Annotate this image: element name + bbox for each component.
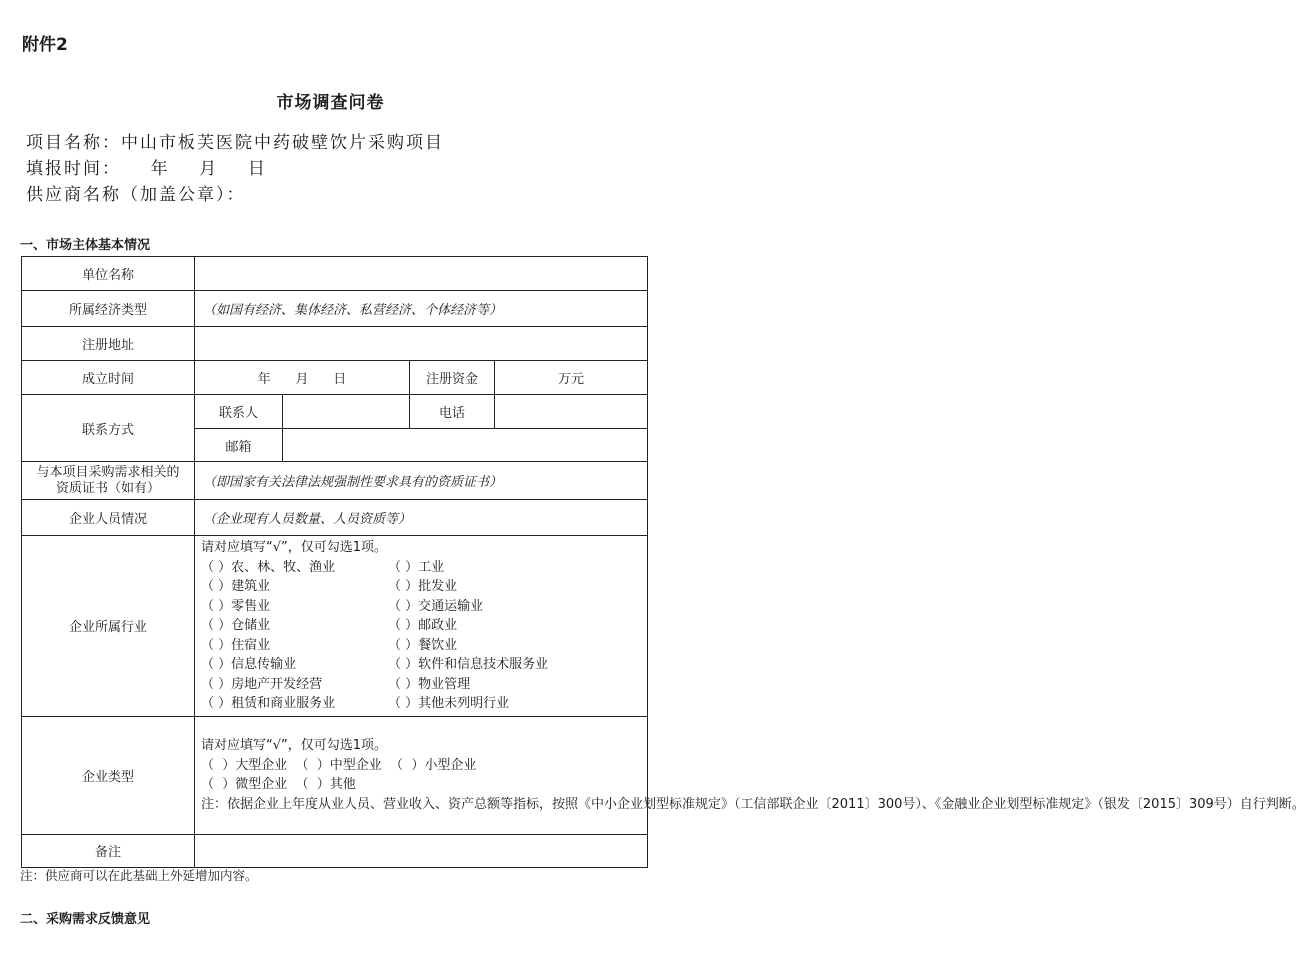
reg-address-field[interactable]: [195, 327, 648, 361]
industry-option[interactable]: （ ）交通运输业: [388, 598, 484, 614]
contact-person-label: 联系人: [195, 395, 283, 429]
econ-type-label: 所属经济类型: [22, 291, 195, 327]
qualification-field[interactable]: （即国家有关法律法规强制性要求具有的资质证书）: [195, 462, 648, 500]
ent-type-instruction: 请对应填写“√”，仅可勾选1项。: [201, 738, 388, 753]
unit-name-field[interactable]: [195, 257, 648, 291]
industry-option[interactable]: （ ）租赁和商业服务业: [201, 696, 336, 711]
basic-info-table: [21, 256, 1305, 868]
industry-option[interactable]: （ ）零售业: [201, 598, 271, 614]
supplier-name-line: 供应商名称（加盖公章）：: [26, 185, 246, 205]
attachment-label: 附件2: [22, 35, 68, 55]
industry-label: 企业所属行业: [22, 536, 195, 717]
phone-label: 电话: [410, 395, 495, 429]
qualification-label-line2: 资质证书（如有）: [55, 480, 160, 496]
email-field[interactable]: [283, 429, 648, 462]
footnote: 注：供应商可以在此基础上外延增加内容。: [20, 868, 258, 883]
industry-option[interactable]: （ ）批发业: [388, 579, 458, 594]
industry-option-row: [201, 636, 641, 656]
qualification-label-line1: 与本项目采购需求相关的: [36, 464, 180, 480]
ent-type-row[interactable]: （ ）微型企业 （ ）其他: [201, 777, 356, 792]
industry-option-row: [201, 694, 641, 714]
contact-person-field[interactable]: [283, 395, 410, 429]
industry-option[interactable]: （ ）建筑业: [201, 579, 271, 594]
ent-type-label: 企业类型: [22, 716, 195, 834]
industry-option[interactable]: （ ）物业管理: [388, 676, 471, 692]
remarks-field[interactable]: [195, 834, 648, 867]
ent-type-note: 注：依据企业上年度从业人员、营业收入、资产总额等指标，按照《中小企业划型标准规定》（工信部联企业〔2011〕300号）、《金融业企业划型标准规定》（银发〔2015〕309号）自行判断。: [201, 796, 1305, 812]
phone-field[interactable]: [495, 395, 648, 429]
industry-option-row: [201, 616, 641, 636]
remarks-label: 备注: [22, 834, 195, 867]
qualification-label: [22, 462, 195, 500]
industry-option-row: [201, 577, 641, 597]
unit-name-label: 单位名称: [22, 257, 195, 291]
ent-type-row[interactable]: （ ）大型企业 （ ）中型企业 （ ）小型企业: [201, 757, 477, 773]
email-label: 邮箱: [195, 429, 283, 462]
ent-type-options: [195, 716, 1305, 834]
industry-option[interactable]: （ ）其他未列明行业: [388, 696, 510, 711]
section1-heading: 一、市场主体基本情况: [20, 238, 151, 253]
fill-date-line: 填报时间： 年 月 日: [26, 159, 267, 179]
industry-option[interactable]: （ ）房地产开发经营: [201, 676, 323, 692]
industry-option-row: [201, 655, 641, 675]
industry-option[interactable]: （ ）邮政业: [388, 618, 458, 633]
industry-option-row: [201, 558, 641, 578]
page-title: 市场调查问卷: [276, 93, 385, 113]
industry-option[interactable]: （ ）农、林、牧、渔业: [201, 559, 336, 575]
industry-option-row: [201, 597, 641, 617]
industry-option[interactable]: （ ）仓储业: [201, 618, 271, 633]
industry-instruction: 请对应填写“√”，仅可勾选1项。: [201, 540, 388, 555]
econ-type-field[interactable]: （如国有经济、集体经济、私营经济、个体经济等）: [195, 291, 648, 327]
industry-option-row: [201, 675, 641, 695]
established-label: 成立时间: [22, 361, 195, 395]
reg-capital-label: 注册资金: [410, 361, 495, 395]
industry-option[interactable]: （ ）工业: [388, 559, 445, 575]
project-name-line: 项目名称：中山市板芙医院中药破壁饮片采购项目: [26, 133, 444, 153]
established-field[interactable]: 年 月 日: [195, 361, 410, 395]
section2-heading: 二、采购需求反馈意见: [20, 912, 151, 927]
industry-option[interactable]: （ ）住宿业: [201, 637, 271, 653]
industry-option[interactable]: （ ）信息传输业: [201, 657, 297, 672]
contact-label: 联系方式: [22, 395, 195, 462]
industry-options: [195, 536, 648, 717]
industry-option[interactable]: （ ）餐饮业: [388, 637, 458, 653]
reg-capital-field[interactable]: 万元: [495, 361, 648, 395]
staff-field[interactable]: （企业现有人员数量、人员资质等）: [195, 500, 648, 536]
reg-address-label: 注册地址: [22, 327, 195, 361]
staff-label: 企业人员情况: [22, 500, 195, 536]
industry-option[interactable]: （ ）软件和信息技术服务业: [388, 657, 549, 672]
